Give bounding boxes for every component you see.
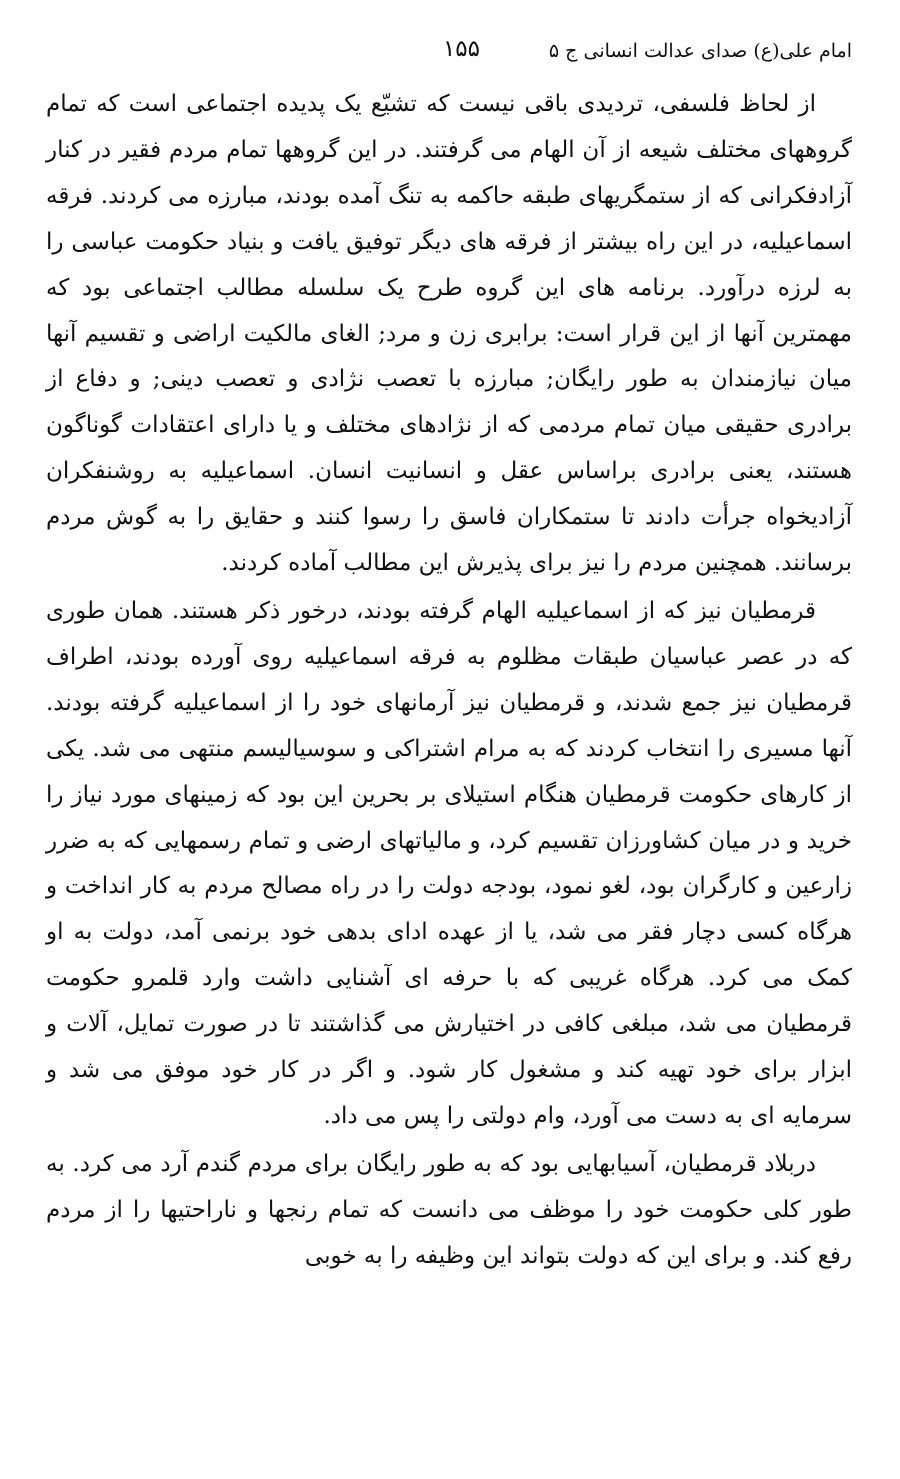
book-title: امام علی(ع) صدای عدالت انسانی ج ۵ [548,40,852,62]
paragraph-1: از لحاظ فلسفی، تردیدی باقی نیست که تشیّع یک پدیده اجتماعی است که تمام گروههای مختلف شیعه از آن الهام می گرفتند. در این گروهها تمام مردم فقیر در کنار آزادفکرانی که از ستمگریهای طبقه حاکمه به تنگ آمده بودند، مبارزه می کردند. فرقه اسماعیلیه، در این راه بیشتر از فرقه های دیگر توفیق یافت و بنیاد حکومت عباسی را به لرزه درآورد. برنامه های این گروه طرح یک سلسله مطالب اجتماعی بود که مهمترین آنها از این قرار است: برابری زن و مرد; الغای مالکیت اراضی و تقسیم آنها میان نیازمندان به طور رایگان; مبارزه با تعصب نژادی و تعصب دینی; و دفاع از برادری حقیقی میان تمام مردمی که از نژادهای مختلف و یا دارای اعتقادات گوناگون هستند، یعنی برادری براساس عقل و انسانیت انسان. اسماعیلیه به روشنفکران آزادیخواه جرأت دادند تا ستمکاران فاسق را رسوا کنند و حقایق را به گوش مردم برسانند. همچنین مردم را نیز برای پذیرش این مطالب آماده کردند. [46,91,852,577]
body-text [46,82,852,1282]
paragraph-3: دربلاد قرمطیان، آسیابهایی بود که به طور رایگان برای مردم گندم آرد می کرد. به طور کلی حکومت خود را موظف می دانست که تمام رنجها و ناراحتیها را از مردم رفع کند. و برای این که دولت بتواند این وظیفه را به خوبی [46,1150,852,1269]
paragraph-2: قرمطیان نیز که از اسماعیلیه الهام گرفته بودند، درخور ذکر هستند. همان طوری که در عصر عباسیان طبقات مظلوم به فرقه اسماعیلیه روی آورده بودند، اطراف قرمطیان نیز جمع شدند، و قرمطیان نیز آرمانهای خود را از اسماعیلیه گرفته بودند. آنها مسیری را انتخاب کردند که به مرام اشتراکی و سوسیالیسم منتهی می شد. یکی از کارهای حکومت قرمطیان هنگام استیلای بر بحرین این بود که زمینهای مورد نیاز را خرید و در میان کشاورزان تقسیم کرد، و مالیاتهای ارضی و تمام رسمهایی که به ضرر زارعین و کارگران بود، لغو نمود، بودجه دولت را در راه مصالح مردم به کار انداخت و هرگاه کسی دچار فقر می شد، یا از عهده ادای بدهی خود برنمی آمد، دولت به او کمک می کرد. هرگاه غریبی که با حرفه ای آشنایی داشت وارد قلمرو حکومت قرمطیان می شد، مبلغی کافی در اختیارش می گذاشتند تا در صورت تمایل، آلات و ابزار برای خود تهیه کند و مشغول کار شود. و اگر در کار خود موفق می شد و سرمایه ای به دست می آورد، وام دولتی را پس می داد. [46,597,852,1129]
page-number: ۱۵۵ [442,36,480,62]
running-header [48,36,852,72]
